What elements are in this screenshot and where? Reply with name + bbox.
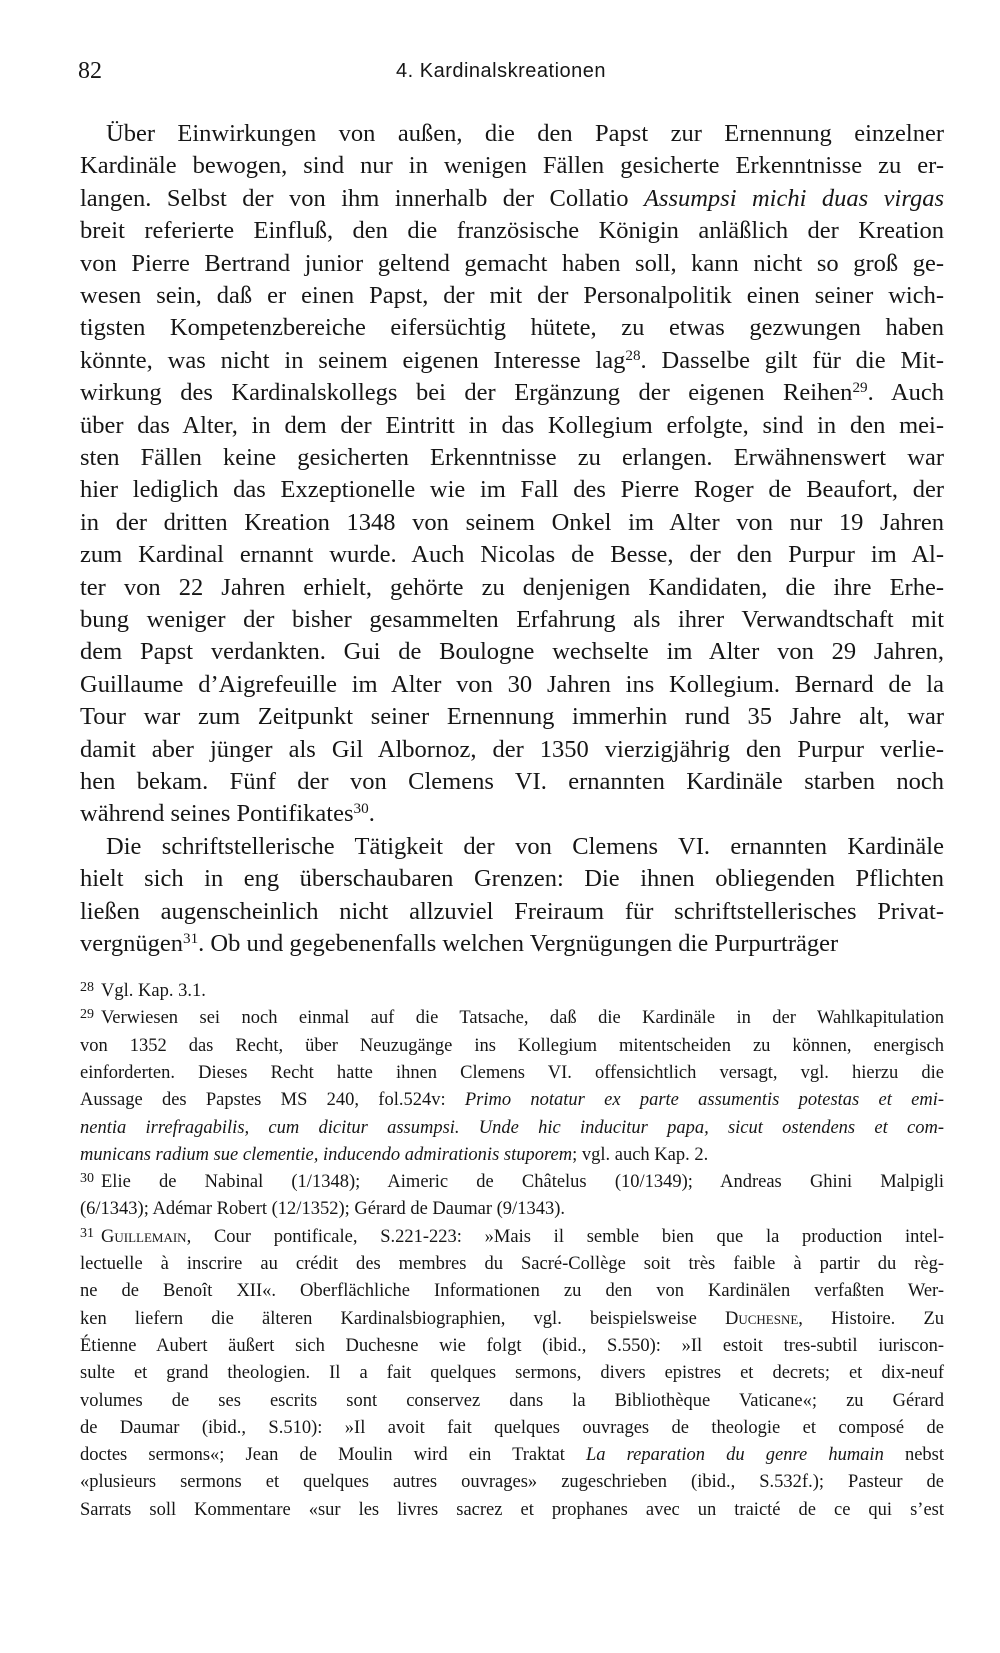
text-run: zum Kardinal ernannt wurde. Auch Nicolas de Besse, der den Purpur im Al-	[80, 541, 944, 568]
footnote-line	[80, 1169, 944, 1195]
text-run: während seines Pontifikates	[80, 800, 354, 827]
body-text-line	[80, 927, 944, 961]
running-head: 4. Kardinalskreationen	[396, 60, 607, 82]
text-run: hier lediglich das Exzeptionelle wie im Fall des Pierre Roger de Beaufort, der	[80, 476, 944, 503]
text-run: Aussage des Papstes MS 240, fol.524v:	[80, 1090, 465, 1111]
body-text-line	[80, 603, 944, 637]
text-run: hen bekam. Fünf der von Clemens VI. ernannten Kardinäle starben noch	[80, 768, 944, 795]
body-text-line	[80, 214, 944, 248]
text-run: Kardinäle bewogen, sind nur in wenigen Fällen gesicherte Erkenntnisse zu er-	[80, 152, 944, 179]
text-run: , Cour pontificale, S.221-223: »Mais il semble bien que la production intel-	[186, 1226, 944, 1247]
text-run: ne de Benoît XII«. Oberflächliche Informationen zu den von Kardinälen verfaßten Wer-	[80, 1281, 944, 1302]
footnote-number: 30	[80, 1171, 94, 1187]
text-run: de Daumar (ibid., S.510): »Il avoit fait quelques ouvrages de theologie et composé de	[80, 1417, 944, 1438]
footnote-reference: 28	[625, 346, 641, 364]
body-text-line	[80, 149, 944, 183]
footnote-line	[80, 1388, 944, 1414]
body-text-line	[80, 862, 944, 896]
text-run: einforderten. Dieses Recht hatte ihnen Clemens VI. offensichtlich versagt, vgl. hierzu die	[80, 1062, 944, 1083]
italic-text: municans radium sue clementie, inducendo admirationis stuporem	[80, 1144, 573, 1165]
text-run: Über Einwirkungen von außen, die den Papst zur Ernennung einzelner	[106, 120, 944, 147]
text-run: lectuelle à inscrire au crédit des membres du Sacré-Collège soit très faible à partir du règ-	[80, 1254, 944, 1274]
text-run: tigsten Kompetenzbereiche eifersüchtig hütete, zu etwas gezwungen haben	[80, 314, 944, 341]
text-run: könnte, was nicht in seinem eigenen Interesse lag	[80, 347, 626, 374]
text-run: nebst	[883, 1445, 944, 1466]
body-text-line	[106, 830, 944, 864]
body-text-line	[80, 311, 944, 345]
text-run: sulte et grand theologien. Il a fait quelques sermons, divers epistres et decrets; et dix-neuf	[80, 1363, 944, 1384]
text-run: «plusieurs sermons et quelques autres ouvrages» zugeschrieben (ibid., S.532f.); Pasteur de	[80, 1472, 944, 1493]
footnote-line	[80, 1115, 944, 1141]
footnote-line	[80, 1224, 944, 1250]
text-run: . Ob und gegebenenfalls welchen Vergnügungen die Purpurträger	[198, 930, 839, 957]
body-text-line	[80, 441, 944, 475]
text-run: Tour war zum Zeitpunkt seiner Ernennung immerhin rund 35 Jahre alt, war	[80, 703, 944, 730]
footnote-line	[80, 1142, 944, 1168]
text-run: sten Fällen keine gesicherten Erkenntnisse zu erlangen. Erwähnenswert war	[80, 444, 944, 471]
body-text-line	[80, 668, 944, 702]
footnote-line	[80, 1251, 944, 1277]
footnote-line	[80, 1033, 944, 1059]
body-text-line	[80, 765, 944, 799]
text-run: Elie de Nabinal (1/1348); Aimeric de Châtelus (10/1349); Andreas Ghini Malpigli	[101, 1172, 944, 1193]
text-run: von 1352 das Recht, über Neuzugänge ins Kollegium mitentscheiden zu können, energisch	[80, 1035, 944, 1056]
footnote-reference: 30	[353, 799, 369, 817]
body-text-line	[80, 344, 944, 378]
body-text-line	[80, 247, 944, 281]
text-run: damit aber jünger als Gil Albornoz, der 1350 vierzigjährig den Purpur verlie-	[80, 736, 944, 763]
body-text-line	[80, 376, 944, 410]
text-run: ließen augenscheinlich nicht allzuviel Freiraum für schriftstellerisches Privat-	[80, 898, 944, 925]
footnote-line	[80, 1196, 944, 1222]
text-run: dem Papst verdankten. Gui de Boulogne wechselte im Alter von 29 Jahren,	[80, 638, 944, 665]
text-run: Guillaume d’Aigrefeuille im Alter von 30 Jahren ins Kollegium. Bernard de la	[80, 671, 944, 698]
footnote-line	[80, 1306, 944, 1332]
text-run: ken liefern die älteren Kardinalsbiographien, vgl. beispielsweise	[80, 1308, 725, 1329]
text-run: .	[368, 800, 375, 827]
body-text-line	[80, 182, 944, 216]
body-text-line	[106, 117, 944, 151]
footnote-line	[80, 1087, 944, 1113]
text-run: doctes sermons«; Jean de Moulin wird ein Traktat	[80, 1445, 586, 1466]
footnote-line	[80, 1060, 944, 1086]
footnote-line	[80, 1415, 944, 1441]
text-run: ter von 22 Jahren erhielt, gehörte zu denjenigen Kandidaten, die ihre Erhe-	[80, 574, 944, 601]
footnote-line	[80, 1442, 944, 1468]
text-run: bung weniger der bisher gesammelten Erfahrung als ihrer Verwandtschaft mit	[80, 606, 944, 633]
italic-text: Assumpsi michi duas virgas	[643, 185, 944, 212]
text-run: vergnügen	[80, 930, 183, 957]
footnote-number: 29	[80, 1007, 94, 1023]
text-run: von Pierre Bertrand junior geltend gemacht haben soll, kann nicht so groß ge-	[80, 250, 944, 277]
italic-text: nentia irrefragabilis, cum dicitur assumpsi. Unde hic inducitur papa, sicut ostendens et com-	[80, 1117, 944, 1138]
body-text-line	[80, 279, 944, 313]
text-run: Étienne Aubert äußert sich Duchesne wie folgt (ibid., S.550): »Il estoit tres-subtil iuriscon-	[80, 1335, 944, 1356]
text-run: volumes de ses escrits sont conservez dans la Bibliothèque Vaticane«; zu Gérard	[80, 1390, 944, 1411]
footnote-line	[80, 1278, 944, 1304]
text-run: breit referierte Einfluß, den die französische Königin anläßlich der Kreation	[80, 217, 944, 244]
footnote-number: 31	[80, 1225, 94, 1241]
footnote-reference: 29	[852, 378, 868, 396]
text-run: wirkung des Kardinalskollegs bei der Ergänzung der eigenen Reihen	[80, 379, 853, 406]
footnote-line	[80, 1005, 944, 1031]
author-name: Guillemain	[101, 1226, 187, 1247]
footnote-reference: 31	[182, 929, 199, 947]
footnote-number: 28	[80, 980, 94, 995]
text-run: . Auch	[867, 379, 945, 406]
author-name: Duchesne	[724, 1308, 799, 1329]
text-run: wesen sein, daß er einen Papst, der mit der Personalpolitik einen seiner wich-	[80, 282, 944, 309]
body-text-line	[80, 506, 944, 540]
text-run: hielt sich in eng überschaubaren Grenzen: Die ihnen obliegenden Pflichten	[80, 865, 944, 892]
page-number: 82	[78, 58, 102, 84]
text-run: langen. Selbst der von ihm innerhalb der Collatio	[80, 185, 644, 212]
text-run: ; vgl. auch Kap. 2.	[572, 1144, 709, 1165]
footnote-line	[80, 1497, 944, 1523]
footnote-line	[80, 1469, 944, 1495]
text-run: über das Alter, in dem der Eintritt in das Kollegium erfolgte, sind in den mei-	[80, 412, 944, 439]
body-text-line	[80, 571, 944, 605]
body-text-line	[80, 538, 944, 572]
body-text-line	[80, 733, 944, 767]
body-text-line	[80, 895, 944, 929]
text-run: Vgl. Kap. 3.1.	[101, 981, 206, 1001]
text-run: (6/1343); Adémar Robert (12/1352); Gérard de Daumar (9/1343).	[80, 1199, 565, 1220]
text-run: Verwiesen sei noch einmal auf die Tatsache, daß die Kardinäle in der Wahlkapitulation	[101, 1008, 944, 1029]
body-text-line	[80, 473, 944, 507]
body-text-line	[80, 797, 944, 831]
text-run: Die schriftstellerische Tätigkeit der von Clemens VI. ernannten Kardinäle	[106, 833, 944, 860]
body-text-line	[80, 409, 944, 443]
footnote-line	[80, 1360, 944, 1386]
footnote-line	[80, 978, 944, 1004]
italic-text: Primo notatur ex parte assumentis potestas et emi-	[464, 1090, 944, 1111]
body-text-line	[80, 635, 944, 669]
text-run: in der dritten Kreation 1348 von seinem Onkel im Alter von nur 19 Jahren	[80, 509, 944, 536]
footnote-line	[80, 1333, 944, 1359]
italic-text: La reparation du genre humain	[585, 1445, 884, 1466]
body-text-line	[80, 700, 944, 734]
text-run: , Histoire. Zu	[798, 1308, 944, 1329]
text-run: . Dasselbe gilt für die Mit-	[640, 347, 944, 374]
text-run: Sarrats soll Kommentare «sur les livres sacrez et prophanes avec un traicté de ce qui s’est	[80, 1499, 944, 1520]
